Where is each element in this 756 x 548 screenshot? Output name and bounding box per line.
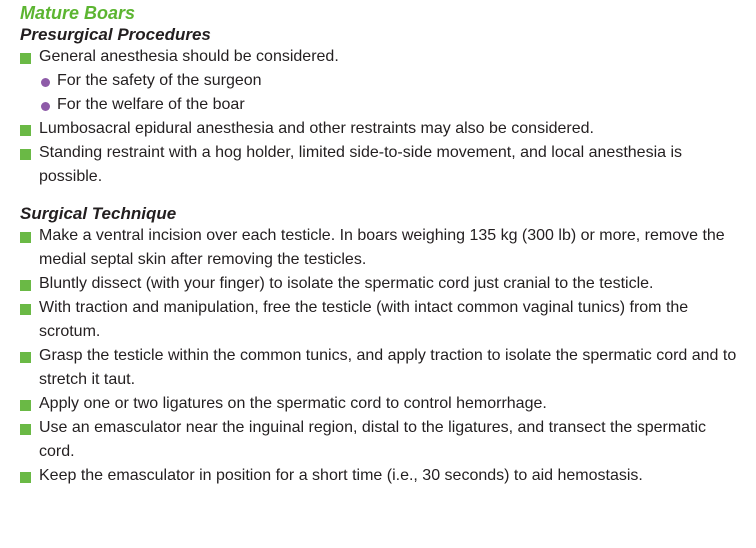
list-item xyxy=(20,117,740,141)
list-item-text: Standing restraint with a hog holder, limited side-to-side movement, and local anesthesia is possible. xyxy=(39,144,683,185)
green-square-bullet-icon xyxy=(20,304,31,315)
list-item-text: Grasp the testicle within the common tunics, and apply traction to isolate the spermatic cord and to stretch it taut. xyxy=(39,347,737,388)
presurgical-heading: Presurgical Procedures xyxy=(20,25,211,44)
green-square-bullet-icon xyxy=(20,400,31,411)
section-title: Mature Boars xyxy=(20,3,136,23)
list-item xyxy=(20,392,740,416)
green-square-bullet-icon xyxy=(20,472,31,483)
list-item xyxy=(20,464,740,488)
list-item-text: Lumbosacral epidural anesthesia and other restraints may also be considered. xyxy=(39,120,594,137)
list-item xyxy=(20,416,740,464)
list-item-text: Make a ventral incision over each testicle. In boars weighing 135 kg (300 lb) or more, remove the medial septal skin after removing the testicles. xyxy=(39,227,725,268)
green-square-bullet-icon xyxy=(20,232,31,243)
presurgical-list xyxy=(20,45,740,189)
sublist-item xyxy=(20,93,740,117)
list-item xyxy=(20,344,740,392)
technique-list xyxy=(20,224,740,488)
technique-heading: Surgical Technique xyxy=(20,204,177,223)
document-page xyxy=(20,2,740,488)
list-item-text: Use an emasculator near the inguinal region, distal to the ligatures, and transect the spermatic cord. xyxy=(39,419,707,460)
green-square-bullet-icon xyxy=(20,53,31,64)
list-item xyxy=(20,296,740,344)
green-square-bullet-icon xyxy=(20,280,31,291)
list-item-text: Bluntly dissect (with your finger) to isolate the spermatic cord just cranial to the testicle. xyxy=(39,275,654,292)
sublist-item-text: For the welfare of the boar xyxy=(57,96,245,113)
list-item-text: With traction and manipulation, free the testicle (with intact common vaginal tunics) from the scrotum. xyxy=(39,299,689,340)
green-square-bullet-icon xyxy=(20,352,31,363)
green-square-bullet-icon xyxy=(20,149,31,160)
list-item-text: Apply one or two ligatures on the spermatic cord to control hemorrhage. xyxy=(39,395,547,412)
list-item xyxy=(20,224,740,272)
sublist-item-text: For the safety of the surgeon xyxy=(57,72,262,89)
list-item xyxy=(20,45,740,117)
green-square-bullet-icon xyxy=(20,125,31,136)
sublist xyxy=(20,69,740,117)
list-item-text: General anesthesia should be considered. xyxy=(39,48,339,65)
list-item xyxy=(20,272,740,296)
green-square-bullet-icon xyxy=(20,424,31,435)
purple-dot-bullet-icon xyxy=(41,78,50,87)
section-spacer xyxy=(20,189,740,203)
list-item-text: Keep the emasculator in position for a short time (i.e., 30 seconds) to aid hemostasis. xyxy=(39,467,643,484)
purple-dot-bullet-icon xyxy=(41,102,50,111)
list-item xyxy=(20,141,740,189)
sublist-item xyxy=(20,69,740,93)
